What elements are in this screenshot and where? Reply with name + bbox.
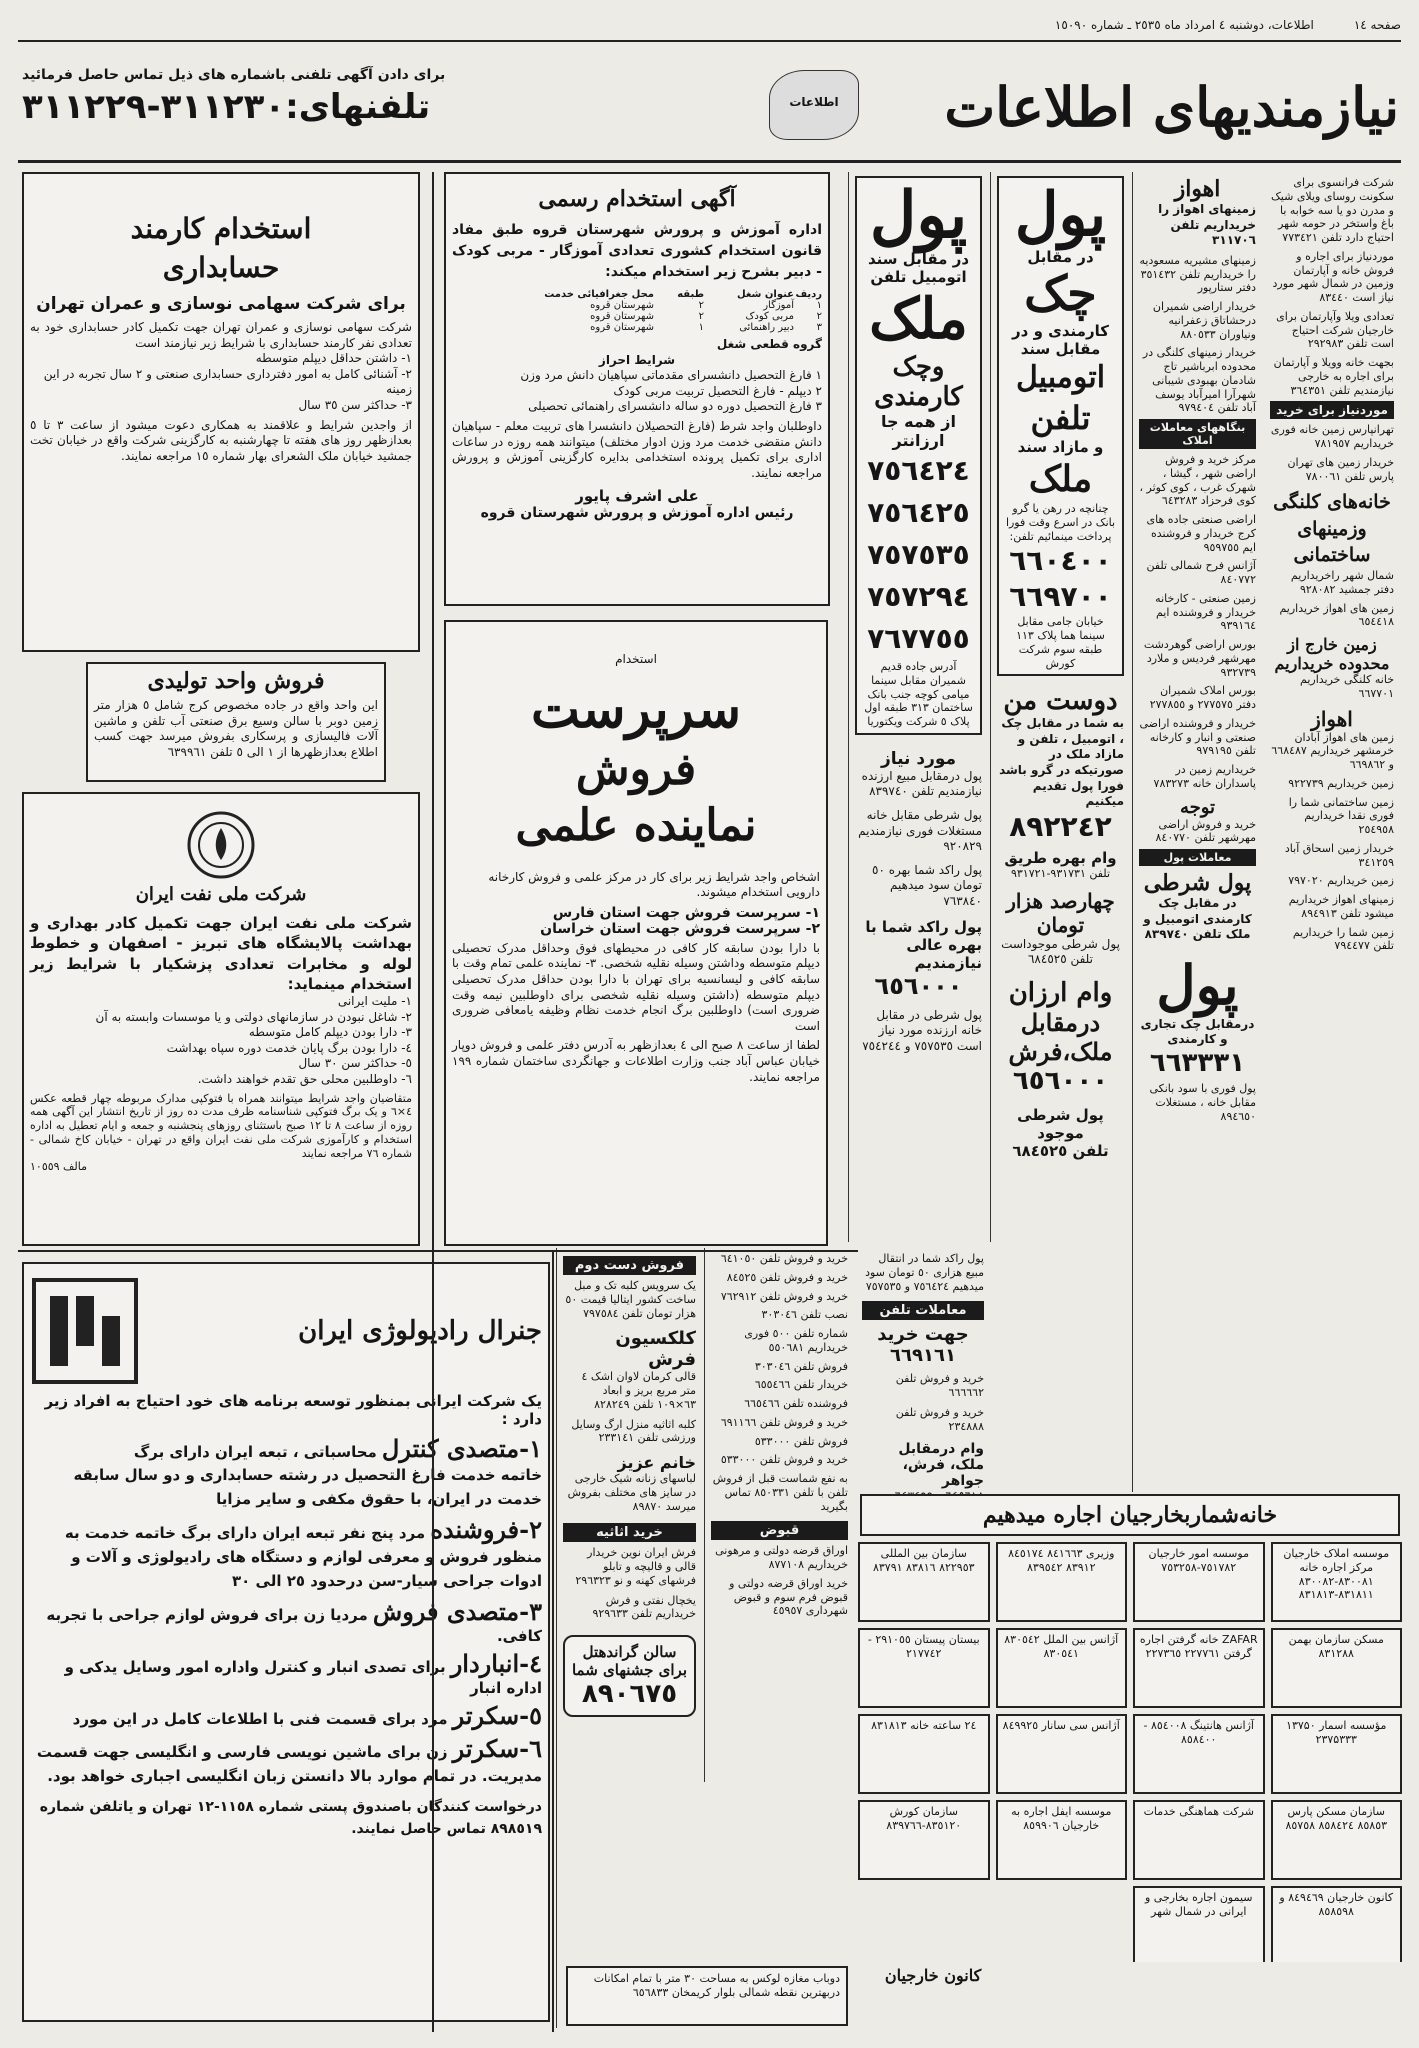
pool1-vachek: وچک [892,352,945,382]
radiology-p3 [30,1597,542,1645]
sarparast-i2: ٢- سرپرست فروش جهت استان خراسان [540,920,820,937]
col-ahvaz [1132,172,1262,1492]
pool1-phone-1: ٧٥٦٤٢٥ [867,496,970,529]
estejareh-card: سیمون اجاره بخارجی و ایرانی در شمال شهر [1133,1886,1265,1962]
col-a-i7: شمال شهر راخریداریم دفتر جمشید ٩٢٨٠٨٢ [1290,569,1394,596]
masthead-title-area [839,62,1399,154]
rasmi-cond-2: ٣ فارغ التحصیل دوره دو ساله دانشسرای راهنمائی تحصیلی [528,399,822,414]
rasmi-head-3: محل جغرافیائی خدمت [544,289,654,300]
ad-radiology [22,1262,550,2022]
rasmi-cell: ٢ [698,300,704,311]
ahvaz-i12: خریداریم زمین در پاسداران خانه ٧٨٣٢٧٣ [1153,763,1256,790]
sarparast-title3: نماینده علمی [515,799,757,851]
radiology-p3-head: ٣-متصدی فروش [372,1597,542,1626]
tag-phone-deals: معاملات تلفن [862,1301,984,1320]
dust-title: دوست من [1003,686,1118,717]
naft-c2: ٢- شاغل نبودن در سازمانهای دولتی و یا موسسات وابسته به آن [95,1009,412,1024]
estejareh-grid [858,1542,1402,1962]
col-a-i9: خانه کلنگی خریداریم ٦٦٧٧٠١ [1300,673,1394,700]
pool2-ph2: ٦٦٩٧٠٠ [1009,580,1112,614]
tag-needed-buy: موردنیاز برای خرید [1270,401,1394,419]
rasmi-group: گروه قطعی شغل [716,337,822,351]
rasmi-title: آگهی استخدام رسمی [538,186,736,212]
pool2-dar: در مقابل [1027,248,1094,266]
col-e-item-10: فروش تلفن ٥٣٣٠٠٠ [754,1434,848,1448]
estejareh-card: وزیری ٨٤١٦٦٣ ٨٤٥١٧٤ ٨٣٩١٢ ٨٣٩٥٤٢ [996,1542,1128,1622]
ad-sale-unit [86,662,386,782]
naft-c4: ٤- دارا بودن برگ پایان خدمت دوره سپاه بهداشت [166,1040,412,1055]
col-e-item-11: خرید و فروش تلفن ٥٣٣٠٠٠ [720,1453,848,1467]
rasmi-cond-0: ١ فارغ التحصیل دانشسرای مقدماتی سپاهیان دانش مرد وزن [520,368,822,383]
estejareh-card: موسسه املاک خارجیان مرکز اجاره خانه ٨٣٠٠٨١-٨٣٠٠٨٢ ٨٣١٨١١-٨٣١٨١٣ [1271,1542,1403,1622]
estejareh-card: ZAFAR خانه گرفتن اجاره گرفتن ٢٢٧٧٦١ ٢٢٧٣٦٥ [1133,1628,1265,1708]
col-e2-item-2: جهت خرید ٦٦٩١٦١ [877,1324,969,1367]
ahvaz-i6: اراضی صنعتی جاده های کرج خریدار و فروشنده ایم ٩٥٩٧٥٥ [1146,513,1256,554]
dust-vam-phone: تلفن ٩٣١٧٣١-٩٣١٧٢١ [1010,866,1111,880]
col-e-item-2: خرید و فروش تلفن ٨٤٥٢٥ [726,1270,848,1284]
phone-note: برای دادن آگهی تلفنی باشماره های ذیل تماس حاصل فرمائید [22,67,446,83]
masthead-logo [769,70,859,140]
col-e-item-12: به نفع شماست قبل از فروش تلفن با تلفن ٨٥٠٣٣١ تماس بگیرید [712,1472,848,1513]
grand-hotel-text: سالن گراندهتل برای جشنهای شما [571,1643,688,1679]
pool1-milk: ملک [869,286,968,352]
ad-pool1 [855,176,982,735]
rasmi-cell: آموزگار [763,300,794,311]
hesabdari-company: برای شرکت سهامی نوسازی و عمران تهران [36,294,406,314]
rasmi-body: داوطلبان واجد شرط (فارغ التحصیلان دانشسرا های تربیت معلم - سپاهیان دانش منقضی خدمت مرد وزن ادوار مختلف) میتوانند همه روزه در ساعات اداری برای تکمیل پرونده استخدامی بدایره کارگزینی آموزش و پرورش مراجعه نمایند. [452,418,822,480]
col-e-item-13: اوراق قرضه دولتی و مرهونی خریداریم ٨٧٧١٠٨ [715,1544,848,1571]
pool2-milk: ملک [1028,458,1093,500]
ad-sarparast [444,620,828,1246]
pool-mojud-phone: تلفن ٦٨٤٥٢٥ [1012,1141,1109,1160]
col-a-t2: زمین خارج از محدوده خریداریم [1274,635,1390,674]
grand-hotel-phone: ٨٩٠٦٧٥ [581,1679,678,1709]
dust-vam-title: وام بهره طریق [1004,848,1117,867]
masthead-rule [18,160,1401,163]
pool1-phone-2: ٧٥٧٥٣٥ [867,538,970,571]
column-rule [432,172,434,2032]
radiology-p5-body: مرد برای قسمت فنی با اطلاعات کامل در این مورد [72,1710,448,1728]
sarparast-title2: فروش [575,743,697,795]
col-e-item-7: خریدار تلفن ٦٥٥٤٦٦ [754,1378,848,1392]
rasmi-conditions-title: شرایط احراز [598,352,676,367]
radiology-p6-head: ٦-سکرتر [452,1734,542,1763]
mored-niaz-b4: پول راکد شما با بهره عالی نیازمندیم [865,917,982,972]
estejareh-card: آژانس سی سانار ٨٤٩٩٢٥ [996,1714,1128,1794]
col-a-i6: خریدار زمین های تهران پارس تلفن ٧٨٠٠٦١ [1287,455,1394,483]
col-e2-item-3: خرید و فروش تلفن ٦٦٦٦٦٢ [895,1372,984,1399]
sale-title: فروش واحد تولیدی [147,668,325,694]
col-a-i13: خریدار زمین اسحاق آباد ٣٤١٢٥٩ [1284,841,1394,869]
naft-footer: متقاضیان واجد شرایط میتوانند همراه با فتوکپی مدارک مربوطه چهار قطعه عکس ٤×٦ و یک برگ فتوکپی شناسنامه ظرف مدت ده روز از تاریخ انتشار این آگهی همه روزه از ساعت ٨ تا ١٢ صبح باستثنای روزهای پنجشنبه و جمعه و ایام تعطیل به اداره استخدام و کارآموزی شرکت ملی نفت ایران واقع در تهران - خیابان کاخ شمالی - شماره ٧٦ مراجعه نمایند [30,1091,413,1160]
masthead-logo-text: اطلاعات [789,95,839,109]
ad-shop [566,1966,848,2026]
pool2-karmandi: کارمندی و در مقابل سند [1012,322,1109,358]
col-a-i5: تهرانپارس زمین خانه فوری خریداریم ٧٨١٩٥٧ [1270,423,1394,450]
phones-big: تلفنهای:٣١١٢٣٠-٣١١٢٢٩ [22,86,431,127]
ad-grand-hotel [563,1635,696,1717]
hesabdari-footer: از واجدین شرایط و علاقمند به همکاری دعوت میشود از ساعت ٣ تا ٥ بعدازظهر روز های هفته تا چهارشنبه به کارگزینی شرکت واقع در خیابان تخت جمشید خیابان ملک الشعرای بهار شماره ١٥ مراجعه نمایند. [30,417,413,463]
mored-niaz-b2: پول شرطی مقابل خانه مستغلات فوری نیازمندیم ٩٢٠٨٢٩ [858,807,982,854]
ad-naft [22,792,420,1246]
col-a-big: خانه‌های کلنگی وزمینهای ساختمانی [1273,491,1391,567]
mored-niaz-title: مورد نیاز [880,748,957,769]
naft-c3: ٣- دارا بودن دیپلم کامل متوسطه [248,1025,412,1040]
estejareh-card: سازمان بین المللی ٨٢٢٩٥٣ ٨٣٨١٦ ٨٣٧٩١ [858,1542,990,1622]
col-d-item-4: کلبه اثاثیه منزل ارگ وسایل ورزشی تلفن ٢٣٣١٤١ [571,1417,696,1445]
ahvaz-i9: بورس اراضی گوهردشت مهرشهر فردیس و ملارد ٩٣٢٧٣٩ [1143,638,1256,679]
mored-niaz-b4phone: ٦٥٦٠٠٠ [874,971,963,1000]
radiology-footer: درخواست کنندگان باصندوق پستی شماره ١١٥٨-١٢ تهران و یاتلفن شماره ٨٩٨٥١٩ تماس حاصل نمایند. [39,1799,542,1838]
rasmi-head-1: عنوان شغل [736,289,794,300]
pool1-arzan: از همه جا ارزانتر [881,412,956,450]
estejareh-card: ٢٤ ساعته خانه ٨٣١٨١٣ [858,1714,990,1794]
dust-body: به شما در مقابل چک ، اتومبیل ، تلفن و مازاد ملک در صورتیکه در گرو باشد فورا پول تقدیم میکنیم [999,716,1124,809]
masthead-phones [22,66,562,129]
pool1-phone-3: ٧٥٧٢٩٤ [867,580,970,613]
col-pool1 [848,172,988,1242]
rasmi-table-head [452,289,822,300]
ahvaz-i5: مرکز خرید و فروش اراضی شهر ، گیشا ، شهرک غرب ، کوی کوثر ، کوی فرحزاد ٦٤٣٢٨٣ [1139,453,1256,508]
radiology-p4-head: ٤-انباردار [450,1649,542,1678]
rasmi-cell: مربی کودک [745,311,794,322]
pool2-mazad: و مازاد سند [1017,438,1104,456]
pool2-addr: خیابان جامی مقابل سینما هما پلاک ١١٣ طبقه سوم شرکت کورش [1016,615,1105,670]
col-e-item-6: فروش تلفن ٣٠٣٠٤٦ [754,1359,848,1373]
col-e2-item-4: خرید و فروش تلفن ٢٣٤٨٨٨ [895,1405,984,1433]
page-number: صفحه ١٤ [1353,18,1401,32]
hesabdari-c1: ١- داشتن حداقل دیپلم متوسطه [255,351,412,366]
column-rule [552,1252,554,2032]
estejareh-card: شرکت هماهنگی خدمات [1133,1800,1265,1880]
rasmi-cell: ١ [698,322,704,333]
col-a-i10: زمین های اهواز آبادان خرمشهر خریداریم ٦٦٨٤٨٧ و ٦٦٩٨٦٢ [1271,730,1394,772]
col-e-item-5: شماره تلفن ٥٠٠ فوری خریداریم ٥٥٠٦٨١ [744,1327,848,1354]
rasmi-intro: اداره آموزش و پرورش شهرستان قروه طبق مفاد قانون استخدام کشوری تعدادی آموزگار - مربی کودک - دبیر بشرح زیر استخدام میکند: [452,222,822,280]
naft-c6: ٦- داوطلبین محلی حق تقدم خواهند داشت. [197,1071,412,1086]
col-d-item-7: فرش ایران نوین خریدار قالی و قالیچه و تابلو فرشهای کهنه و نو ٢٩٦٣٢٣ [575,1546,696,1587]
col-a-i3: تعدادی ویلا وآپارتمان برای خارجیان شرکت احتیاج است تلفن ٢٩٢٩٨٣ [1276,309,1394,351]
estejareh-card: مسکن سازمان بهمن ٨٣١٢٨٨ [1271,1628,1403,1708]
col-e [704,1248,854,1782]
hesabdari-intro: شرکت سهامی نوسازی و عمران تهران جهت تکمیل کادر حسابداری خود به تعدادی نفر کارمند حسابداری با شرایط زیر نیازمند است [30,320,412,350]
col-a-i16: زمین شما را خریداریم تلفن ٧٩٤٤٧٧ [1292,925,1394,953]
col-a-t3: اهواز [1311,706,1353,731]
kanun-kharejian: کانون خارجیان [884,1966,982,1985]
mored-niaz-b3: پول راکد شما بهره ٥٠ تومان سود میدهیم ٧٦٣٨٤٠ [872,862,982,908]
radiology-p6 [30,1734,542,1788]
vam-arzan-t3: ملک،فرش [1008,1036,1113,1066]
sarparast-kicker: استخدام [615,652,657,666]
vam-arzan-phone: ٦٥٦٠٠٠ [1012,1065,1109,1096]
radiology-p1-head: ١-متصدی کنترل [381,1434,542,1463]
pool1-sub: در مقابل سند اتومبیل تلفن [867,250,970,286]
estejareh-card: موسسه امور خارجیان ٧٥١٧٨٢-٧٥٣٢٥٨ [1133,1542,1265,1622]
rasmi-cell: شهرستان قروه [590,322,654,333]
table-row [452,311,822,322]
pool-mojud-title: پول شرطی موجود [1017,1105,1104,1142]
ahvaz-i11: خریدار و فروشنده اراضی صنعتی و انبار و کارخانه تلفن ٩٧٩١٩٥ [1139,716,1256,758]
col-a [1264,172,1400,1492]
col-e-item-9: خرید و فروش تلفن ٦٩١١٦٦ [720,1415,848,1429]
estejareh-card: بیستان پیستان ٢٩١٠٥٥ - ٢١٧٧٤٢ [858,1628,990,1708]
radiology-p5-head: ٥-سکرتر [452,1701,542,1730]
col-a-i15: زمینهای اهواز خریداریم میشود تلفن ٨٩٤٩١٣ [1288,893,1394,920]
vam-milk-title: وام درمقابل ملک، فرش، جواهر [898,1441,984,1490]
radiology-intro: یک شرکت ایرانی بمنظور توسعه برنامه های خود احتیاج به افراد زیر دارد : [44,1392,542,1428]
naft-intro: شرکت ملی نفت ایران جهت تکمیل کادر بهداری و بهداشت پالایشگاه های تبریز - اصفهان و خطوط لوله و مخابرات تعدادی پزشکیار با شرایط زیر استخدام مینماید: [30,914,412,993]
rasmi-cell: ٣ [816,322,822,333]
col-a-i11: زمین خریداریم ٩٢٢٧٣٩ [1288,776,1394,790]
radiology-p2-head: ٢-فروشنده [430,1515,542,1544]
rasmi-cell: ١ [816,300,822,311]
section-rule [18,1250,858,1252]
pool1-phone-0: ٧٥٦٤٢٤ [867,454,970,487]
ahvaz-i13: خرید و فروش اراضی مهرشهر تلفن ٨٤٠٧٧٠ [1155,817,1256,845]
sarparast-footer: لطفا از ساعت ٨ صبح الی ٤ بعدازظهر به آدرس دفتر علمی و فروش دوپار خیابان عباس آباد جنب وزارت اطلاعات و جهانگردی ساختمان شماره ١٩٩ مراجعه نمایند. [452,1038,821,1084]
radiology-p4-body: برای تصدی انبار و کنترل واداره امور وسایل یدکی و اداره انبار [64,1658,542,1697]
top-rule [18,40,1401,42]
pool2-car: اتومبیل [1015,360,1106,395]
col-d-item-6: لباسهای زنانه شیک خارجی در سایز های مختلف بفروش میرسد ٨٩٨٧٠ [567,1472,696,1513]
col-a-i12: زمین ساختمانی شما را فوری نقدا خریداریم ٢٥٤٩٥٨ [1288,795,1394,837]
radiology-p2-body: مرد پنج نفر تبعه ایران دارای برگ خاتمه خدمت به منظور فروش و معرفی لوازم و دستگاه های رادیولوژی و آلات و ادوات جراحی سیار-سن درحدود ٢٥ الی ٣٠ [64,1524,542,1590]
tag-used-sale: فروش دست دوم [563,1256,696,1275]
pool1-phone-4: ٧٦٧٧٥٥ [867,622,970,655]
tag-money-deals: معاملات پول [1139,849,1256,866]
rasmi-cell: دبیر راهنمائی [739,322,794,333]
ahvaz-i4: خریدار زمینهای کلنگی در محدوده ابرباشیر تاج شادمان بهبودی شیبانی شهرآرا امیرآباد یوسف آباد تلفن ٩٧٩٤٠٤ [1142,346,1256,415]
col-d-item-8: یخچال نفتی و فرش خریداریم تلفن ٩٢٩٦٣٣ [592,1593,696,1621]
hesabdari-c3: ٣- حداکثر سن ٣٥ سال [298,397,412,412]
pool2-note: چنانچه در رهن یا گرو بانک در اسرع وقت فورا پرداخت مینمائیم تلفن: [1005,502,1116,543]
ahvaz-i1: زمینهای اهواز را خریداریم تلفن ٣١١٧٠٦ [1158,202,1256,248]
naft-code: مالف ١٠٥٥٩ [30,1160,88,1174]
rasmi-cell: ٢ [816,311,822,322]
hesabdari-title2: حسابداری [162,251,280,284]
radiology-p1 [30,1434,542,1463]
col-d-item-1: یک سرویس کلبه تک و مبل ساخت کشور ایتالیا قیمت ٥٠ هزار تومان تلفن ٧٩٧٥٨٤ [565,1279,696,1320]
col-e-item-1: خرید و فروش تلفن ٦٤١٠٥٠ [720,1252,848,1265]
ahvaz-pool: پول شرطی [1143,870,1252,897]
ahvaz-pool-body: در مقابل چک کارمندی اتومبیل و ملک تلفن ٨٣٩٧٤٠ [1143,896,1252,942]
ahvaz-title: اهواز [1174,176,1221,202]
estejareh-card: آژانس هانتینگ ٨٥٤٠٠٨ - ٨٥٨٤٠٠ [1133,1714,1265,1794]
radiology-p4 [30,1649,542,1697]
ahvaz-i2: زمینهای مشیریه مسعودیه را خریداریم تلفن ٣٥١٤٣٢ دفتر ستارپور [1139,253,1256,295]
naft-logo-text: شرکت ملی نفت ایران [135,884,307,905]
masthead-dateline [18,18,1401,38]
estejareh-card: مؤسسه اسمار ۱۳۷۵۰ ۲۳۷۵۳۳۳ [1271,1714,1403,1794]
pool2-chek: چک [1024,266,1097,322]
pool2-big: پول [1014,180,1107,250]
table-row [452,322,822,333]
col-e-item-3: خرید و فروش تلفن ٧٦٢٩١٢ [720,1289,848,1303]
rasmi-head-0: ردیف [795,289,822,300]
pool2-tel: تلفن [1030,399,1091,437]
table-row [452,300,822,311]
issue-line: اطلاعات، دوشنبه ٤ امرداد ماه ٢٥٣٥ ـ شماره ١٥٠٩٠ [1054,18,1314,32]
col-a-i2: موردنیاز برای اجاره و فروش خانه و آپارتمان وزمین در شمال شهر مورد نیاز است ٨٣٤٤٠ [1272,249,1394,304]
radiology-logo-icon [30,1276,140,1386]
col-e-item-4: نصب تلفن ٣٠٣٠٤٦ [761,1308,848,1322]
tag-ghobuz: قبوض [711,1521,848,1540]
radiology-p3-body: مردیا زن برای فروش لوازم جراحی با تجربه کافی. [46,1606,542,1645]
dust-phone: ٨٩٢٢٤٢ [1009,809,1112,843]
rasmi-sign1: علی اشرف پایور [575,487,699,506]
tag-real-estate: بنگاههای معاملات املاک [1139,419,1256,449]
naft-c5: ٥- حداکثر سن ٣٠ سال [298,1056,412,1071]
pool1-big: پول [869,178,968,253]
ahvaz-pool-fori: پول فوری با سود بانکی مقابل خانه ، مستغلات ٨٩٤٦٥٠ [1149,1082,1256,1123]
ad-hesabdari [22,172,420,652]
ad-pool2 [997,176,1124,676]
radiology-p6-body: زن برای ماشین نویسی فارسی و انگلیسی جهت قسمت مدیریت. در تمام موارد بالا دانستن زبان انگلیسی اجباری خواهد بود. [36,1743,542,1785]
vam-arzan-t2: درمقابل [1020,1007,1101,1037]
radiology-header [30,1276,542,1386]
rasmi-cell: شهرستان قروه [590,300,654,311]
ahvaz-t2: توجه [1179,796,1216,818]
col-e2-item-0: پول راکد شما در انتقال مبیع هزاری ٥٠ تومان سود میدهیم ٧٥٦٤٢٤ و ٧٥٧٥٣٥ [865,1252,984,1293]
hesabdari-title1: استخدام کارمند [130,212,312,245]
shop-text: دوباب مغازه لوکس به مساحت ٣٠ متر با تمام امکانات دربهترین نقطه شمالی بلوار کریمخان ٦٥٦٨٣٣ [593,1972,840,1999]
pool1-karmandi: کارمندی [874,382,963,412]
col-a-i14: زمین خریداریم ٧٩٧٠٢٠ [1288,874,1394,888]
estejareh-card: موسسه ایفل اجاره به خارجیان ٨٥٩٩٠٦ [996,1800,1128,1880]
ad-estekhdam-rasmi [444,172,830,606]
sarparast-body: با دارا بودن سابقه کار کافی در محیطهای فوق وحداقل مدرک تحصیلی دیپلم متوسطه وداشتن وسیله نقلیه شخصی. ٣- نماینده علمی تمام وقت با سابقه کافی و لیسانسیه برای تهران با دارا بودن حداقل مدرک تحصیلی دیپلم متوسطه (داشتن وسیله نقلیه شخصی برای داوطلبین نیمه وقت ضروری است) داوطلبین برگ انجام خدمت نظام وظیفه یامعافی ضروری است [452,940,820,1033]
col-e-item-8: فروشنده تلفن ٦٦٥٤٦٦ [744,1397,848,1410]
rasmi-cell: ٢ [698,311,704,322]
radiology-p1-tail: محاسباتی ، تبعه ایران دارای برگ [133,1443,377,1461]
col-d-item-2: کلکسیون فرش [615,1328,696,1371]
radiology-title: جنرال رادیولوژی ایران [298,1316,542,1346]
col-pool2 [990,172,1130,1242]
estejareh-card: آژانس بین الملل ٨٣٠٥٤٢ ٨٣٠٥٤١ [996,1628,1128,1708]
hesabdari-c2: ٢- آشنائی کامل به امور دفترداری حسابداری صنعتی و ٢ سال تجربه در این زمینه [43,366,412,397]
ahvaz-pool-phone: ٦٦٣٣٣١ [1149,1048,1246,1078]
ahvaz-pool-big: پول [1156,952,1239,1017]
pool1-address: آدرس جاده قدیم شمیران مقابل سینما میامی کوچه جنب بانک ساختمان ٣١٣ طبقه اول پلاک ٥ شرکت ویکتوریا [864,660,973,728]
col-a-i1: شرکت فرانسوی برای سکونت روسای ویلای شیک و مدرن دو یا سه خوابه با باغ واستخر در حومه شهر احتیاج دارد تلفن ٧٧٣٤٢١ [1270,176,1394,244]
col-d [556,1248,702,2028]
chahardah-title: چهارصد هزار تومان [1006,888,1115,937]
col-d-item-3: قالی کرمان لاوان اشک ٤ متر مربع بریز و ابعاد ٦٣×١٠٩ تلفن ٨٢٨٢٤٩ [581,1370,696,1411]
radiology-p1-body: خاتمه خدمت فارغ التحصیل در رشته حسابداری و دو سال سابقه خدمت در ایران، با حقوق مکفی و سایر مزایا [73,1466,542,1508]
estejareh-banner: خانه‌شماربخارجیان اجاره میدهیم [860,1494,1400,1536]
estejareh-card: کانون خارجیان ٨٤٩٤٦٩ و ٨٥٨٥٩٨ [1271,1886,1403,1962]
ahvaz-i10: بورس املاک شمیران دفتر ٢٧٧٥٧٥ و ٢٧٧٨٥٥ [1149,684,1256,712]
estejareh-card: سازمان مسکن پارس ٨٥٨٥٣ ٨٥٨٤٢٤ ٨٥٧٥٨ [1271,1800,1403,1880]
naft-emblem [30,810,412,884]
rasmi-head-2: طبقه [677,289,704,300]
radiology-p2 [30,1515,542,1593]
ahvaz-i3: خریدار اراضی شمیران درحشاتاق زعفرانیه ونیاوران ٨٨٠٥٣٣ [1152,300,1256,341]
sarparast-intro: اشخاص واجد شرایط زیر برای کار در مرکز علمی و فروش کارخانه دارویی استخدام میشوند. [488,869,820,900]
estejareh-card: سازمان کورش ٨٣٥١٢٠-٨٣٩٧٦٦ [858,1800,990,1880]
rasmi-cond-1: ٢ دیپلم - فارغ التحصیل تربیت مربی کودک [613,383,822,398]
col-a-i8: زمین های اهواز خریداریم ٦٥٤٤١٨ [1279,601,1394,629]
sarparast-i1: ١- سرپرست فروش جهت استان فارس [552,904,820,921]
col-d-item-5: خانم عزیز [617,1453,696,1472]
chahardah-body: پول شرطی موجوداست تلفن ٦٨٤٥٢٥ [1001,936,1120,967]
sale-text: این واحد واقع در جاده مخصوص کرج شامل ٥ هزار متر زمین دوبر با سالن وسیع برق صنعتی آب تلفن و ماشین آلات فالیسازی و پرسکاری بفروش میرسد جهت کسب اطلاع بعدازظهرها از ١ الی ٥ تلفن ٦٣٩٩٦١ [94,698,378,759]
col-a-i4: بجهت خانه وویلا و آپارتمان برای اجاره به خارجی نیازمندیم تلفن ٣٦٤٣٥١ [1273,356,1394,397]
ahvaz-i7: آژانس فرح شمالی تلفن ٨٤٠٧٧٢ [1146,559,1256,587]
vam-arzan-t1: وام ارزان [1008,977,1113,1008]
rasmi-sign2: رئیس اداره آموزش و پرورش شهرستان قروه [480,505,794,522]
radiology-p5 [30,1701,542,1730]
naft-emblem-icon [186,810,256,880]
tag-buy-furniture: خرید اثاثیه [563,1523,696,1542]
ahvaz-pool-dar: درمقابل چک تجاری و کارمندی [1140,1016,1255,1047]
naft-c1: ١- ملیت ایرانی [337,994,412,1008]
ahvaz-i8: زمین صنعتی - کارخانه خریدار و فروشنده ایم ٩٣٩١٦٤ [1155,591,1256,633]
mored-niaz-body: پول درمقابل مبیع ارزنده نیازمندیم تلفن ٨٣٩٧٤٠ [861,768,982,799]
masthead-title: نیازمندیهای اطلاعات [944,75,1399,139]
sarparast-title1: سرپرست [530,678,742,740]
rasmi-cell: شهرستان قروه [590,311,654,322]
mored-niaz-b5: پول شرطی در مقابل خانه ارزنده مورد نیاز است ٧٥٧٥٣٥ و ٧٥٤٢٤٤ [862,1007,982,1053]
col-e-item-14: خرید اوراق قرضه دولتی و قبوض فرم سوم و قبوض شهرداری ٤٥٩٥٧ [729,1576,848,1618]
pool2-ph1: ٦٦٠٤٠٠ [1009,544,1112,578]
